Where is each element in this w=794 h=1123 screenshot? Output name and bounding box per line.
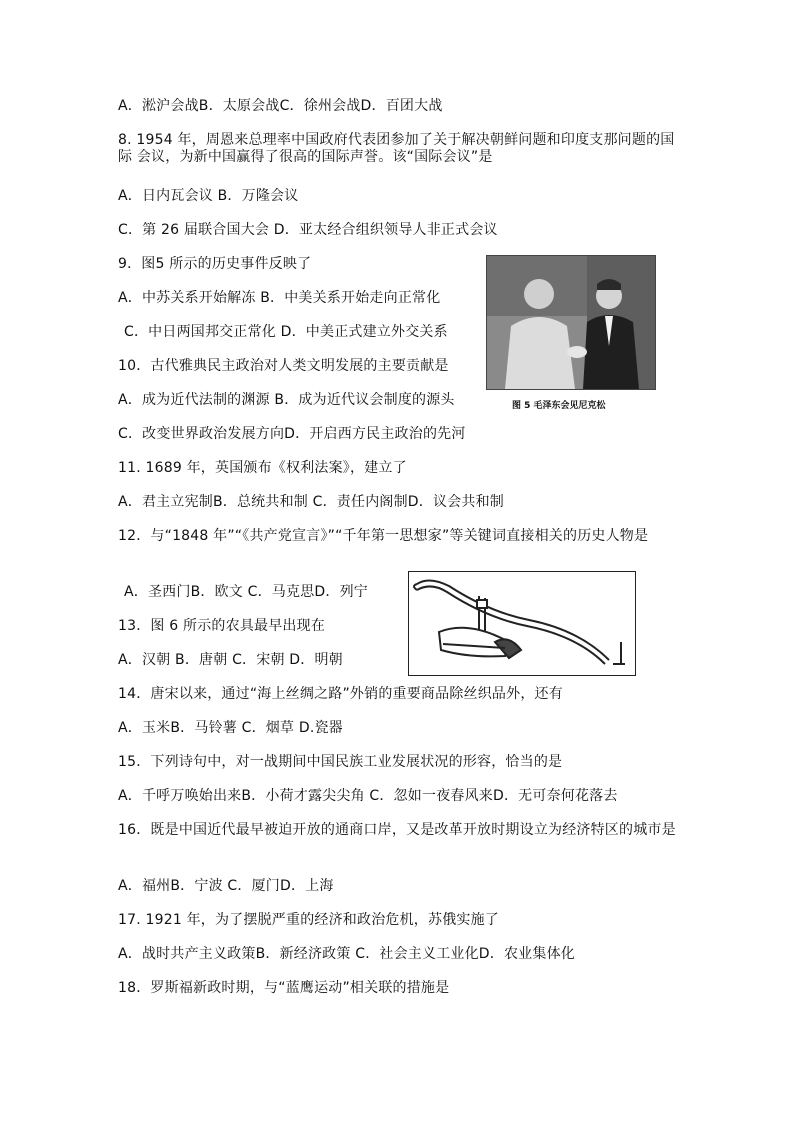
line-5: A．中苏关系开始解冻 B．中美关系开始走向正常化 [118,290,441,306]
line-8: A．成为近代法制的渊源 B．成为近代议会制度的源头 [118,392,455,408]
line-15: A．汉朝 B．唐朝 C．宋朝 D．明朝 [118,652,343,668]
line-4: 9．图5 所示的历史事件反映了 [118,256,312,272]
line-22: 17. 1921 年，为了摆脱严重的经济和政治危机，苏俄实施了 [118,912,499,928]
line-7: 10．古代雅典民主政治对人类文明发展的主要贡献是 [118,358,449,374]
figure6-plough [408,571,636,676]
line-1: 8. 1954 年，周恩来总理率中国政府代表团参加了关于解决朝鲜问题和印度支那问题的国际 会议，为新中国赢得了很高的国际声誉。该“国际会议”是 [118,132,675,165]
line-23: A．战时共产主义政策B．新经济政策 C．社会主义工业化D．农业集体化 [118,946,575,962]
line-20: 16．既是中国近代最早被迫开放的通商口岸，又是改革开放时期设立为经济特区的城市是 [118,822,676,838]
line-10: 11. 1689 年，英国颁布《权利法案》，建立了 [118,460,407,476]
line-18: 15．下列诗句中，对一战期间中国民族工业发展状况的形容，恰当的是 [118,754,563,770]
line-9: C．改变世界政治发展方向D．开启西方民主政治的先河 [118,426,466,442]
line-19: A．千呼万唤始出来B．小荷才露尖尖角 C．忽如一夜春风来D．无可奈何花落去 [118,788,618,804]
figure5-photo [486,255,656,390]
line-3: C．第 26 届联合国大会 D．亚太经合组织领导人非正式会议 [118,222,498,238]
line-0: A．淞沪会战B．太原会战C．徐州会战D．百团大战 [118,98,443,114]
line-13: A．圣西门B．欧文 C．马克思D．列宁 [124,584,368,600]
figure5-caption: 图 5 毛泽东会见尼克松 [512,401,606,411]
line-12: 12．与“1848 年”“《共产党宣言》”“千年第一思想家”等关键词直接相关的历史人物是 [118,528,649,544]
line-2: A．日内瓦会议 B．万隆会议 [118,188,299,204]
line-17: A．玉米B．马铃薯 C．烟草 D.瓷器 [118,720,343,736]
line-16: 14．唐宋以来，通过“海上丝绸之路”外销的重要商品除丝织品外，还有 [118,686,563,702]
line-21: A．福州B．宁波 C．厦门D．上海 [118,878,334,894]
line-14: 13．图 6 所示的农具最早出现在 [118,618,326,634]
line-6: C．中日两国邦交正常化 D．中美正式建立外交关系 [124,324,448,340]
line-24: 18．罗斯福新政时期，与“蓝鹰运动”相关联的措施是 [118,980,450,996]
line-11: A．君主立宪制B．总统共和制 C．责任内阁制D．议会共和制 [118,494,504,510]
